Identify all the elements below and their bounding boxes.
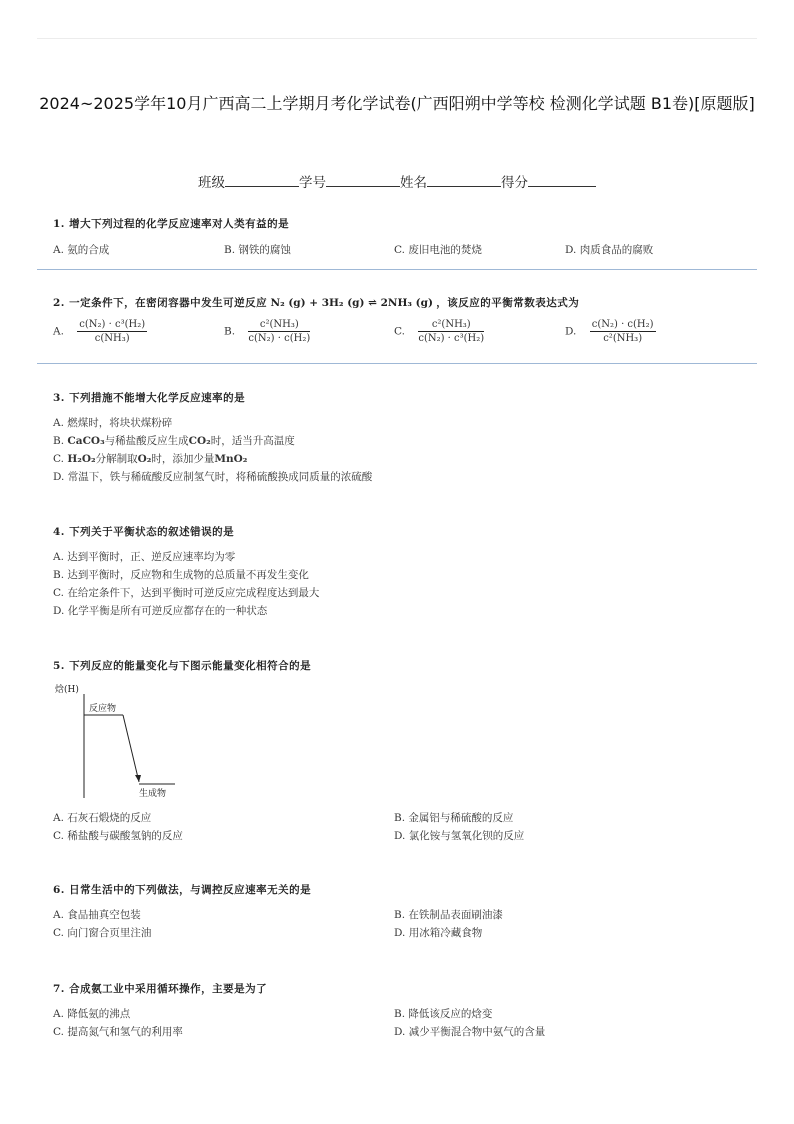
y-axis-label: 焓(H) — [55, 685, 79, 695]
q2-b-numerator: c²(NH₃) — [248, 319, 310, 332]
q2-a-numerator: c(N₂) · c³(H₂) — [79, 319, 146, 330]
q3-option-b[interactable] — [53, 433, 295, 448]
q5-option-a[interactable]: A. 石灰石煅烧的反应 — [53, 812, 152, 824]
q4-option-a[interactable]: A. 达到平衡时，正、逆反应速率均为零 — [53, 551, 236, 563]
q6-option-a[interactable]: A. 食品抽真空包装 — [53, 909, 141, 921]
question-6-stem: 6. 日常生活中的下列做法，与调控反应速率无关的是 — [53, 884, 312, 896]
q2-a-label: A. — [53, 325, 64, 338]
question-3 — [53, 390, 753, 405]
q3-b-text: 与稀盐酸反应生成 — [104, 435, 189, 447]
q7-option-a[interactable]: A. 降低氨的沸点 — [53, 1008, 131, 1020]
score-blank[interactable] — [528, 174, 596, 187]
q3-c-label: C. — [53, 453, 64, 465]
enthalpy-diagram — [53, 680, 193, 804]
q6-option-c[interactable]: C. 向门窗合页里注油 — [53, 927, 152, 939]
q1-option-b[interactable]: B. 钢铁的腐蚀 — [224, 244, 291, 256]
q3-option-d[interactable]: D. 常温下，铁与稀硫酸反应制氢气时，将稀硫酸换成同质量的浓硫酸 — [53, 471, 373, 483]
separator — [37, 269, 757, 270]
q7-option-b[interactable]: B. 降低该反应的焓变 — [394, 1008, 493, 1020]
score-label: 得分 — [501, 175, 528, 191]
id-blank[interactable] — [326, 174, 400, 187]
q1-option-d[interactable]: D. 肉质食品的腐败 — [565, 244, 654, 256]
o2-formula: O₂ — [137, 453, 152, 465]
q4-option-b[interactable]: B. 达到平衡时，反应物和生成物的总质量不再发生变化 — [53, 569, 309, 581]
reactant-label: 反应物 — [89, 704, 117, 714]
q6-option-b[interactable]: B. 在铁制品表面刷油漆 — [394, 909, 503, 921]
q2-b-fraction — [248, 319, 310, 344]
q5-option-d[interactable]: D. 氯化铵与氢氧化钡的反应 — [394, 830, 525, 842]
question-3-stem: 3. 下列措施不能增大化学反应速率的是 — [53, 392, 246, 404]
q2-c-fraction — [418, 319, 484, 344]
question-1 — [53, 216, 753, 231]
arrow-head — [135, 775, 141, 782]
q2-c-label: C. — [394, 325, 405, 338]
product-label: 生成物 — [139, 789, 167, 799]
question-4 — [53, 524, 753, 539]
id-label: 学号 — [299, 175, 326, 191]
q6-option-d[interactable]: D. 用冰箱冷藏食物 — [394, 927, 483, 939]
q2-option-b[interactable] — [224, 319, 310, 344]
q3-c-text: 分解制取 — [95, 453, 138, 465]
q7-option-d[interactable]: D. 减少平衡混合物中氨气的含量 — [394, 1026, 546, 1038]
q3-c-text-2: 时，添加少量 — [151, 453, 215, 465]
reaction-equation: N₂ (g) + 3H₂ (g) ⇌ 2NH₃ (g) — [270, 297, 433, 309]
question-1-stem: 1. 增大下列过程的化学反应速率对人类有益的是 — [53, 218, 290, 230]
q4-option-c[interactable]: C. 在给定条件下，达到平衡时可逆反应完成程度达到最大 — [53, 587, 320, 599]
q5-option-c[interactable]: C. 稀盐酸与碳酸氢钠的反应 — [53, 830, 183, 842]
class-label: 班级 — [198, 175, 225, 191]
q2-d-denominator: c²(NH₃) — [603, 333, 643, 344]
q2-a-fraction — [77, 319, 147, 344]
h2o2-formula: H₂O₂ — [67, 453, 96, 465]
q2-a-denominator: c(NH₃) — [94, 333, 130, 344]
q2-c-denominator: c(N₂) · c³(H₂) — [418, 333, 485, 344]
question-6 — [53, 882, 753, 897]
question-7-stem: 7. 合成氨工业中采用循环操作，主要是为了 — [53, 983, 268, 995]
separator — [37, 363, 757, 364]
q1-option-a[interactable]: A. 氨的合成 — [53, 244, 110, 256]
q2-c-numerator: c²(NH₃) — [418, 319, 484, 332]
student-info-line — [0, 171, 794, 191]
question-7 — [53, 981, 753, 996]
q3-option-a[interactable]: A. 燃煤时，将块状煤粉碎 — [53, 417, 173, 429]
q2-option-d[interactable] — [565, 319, 656, 344]
q2-b-denominator: c(N₂) · c(H₂) — [248, 333, 311, 344]
name-label: 姓名 — [400, 175, 427, 191]
question-5-stem: 5. 下列反应的能量变化与下图示能量变化相符合的是 — [53, 660, 312, 672]
energy-drop-line — [123, 715, 139, 782]
q2-d-fraction — [590, 319, 656, 344]
question-5 — [53, 658, 753, 673]
question-2-stem-end: ，该反应的平衡常数表达式为 — [436, 297, 580, 309]
co2-formula: CO₂ — [188, 435, 211, 447]
q2-b-label: B. — [224, 325, 236, 338]
q2-d-label: D. — [565, 325, 577, 338]
question-2 — [53, 295, 753, 310]
name-blank[interactable] — [427, 174, 501, 187]
question-4-stem: 4. 下列关于平衡状态的叙述错误的是 — [53, 526, 235, 538]
q3-b-label: B. — [53, 435, 65, 447]
q7-option-c[interactable]: C. 提高氮气和氢气的利用率 — [53, 1026, 183, 1038]
q2-d-numerator: c(N₂) · c(H₂) — [591, 319, 654, 330]
question-2-stem: 2. 一定条件下，在密闭容器中发生可逆反应 — [53, 297, 268, 309]
class-blank[interactable] — [225, 174, 299, 187]
q3-option-c[interactable] — [53, 451, 247, 466]
q5-option-b[interactable]: B. 金属铝与稀硫酸的反应 — [394, 812, 514, 824]
q2-option-a[interactable] — [53, 319, 147, 344]
q1-option-c[interactable]: C. 废旧电池的焚烧 — [394, 244, 482, 256]
q4-option-d[interactable]: D. 化学平衡是所有可逆反应都存在的一种状态 — [53, 605, 268, 617]
mno2-formula: MnO₂ — [214, 453, 248, 465]
page-title: 2024~2025学年10月广西高二上学期月考化学试卷(广西阳朔中学等校 检测化学试题 B1卷)[原题版] — [39, 94, 755, 113]
top-divider — [37, 38, 757, 39]
q2-option-c[interactable] — [394, 319, 484, 344]
q3-b-text-end: 时，适当升高温度 — [210, 435, 295, 447]
caco3-formula: CaCO₃ — [67, 435, 105, 447]
